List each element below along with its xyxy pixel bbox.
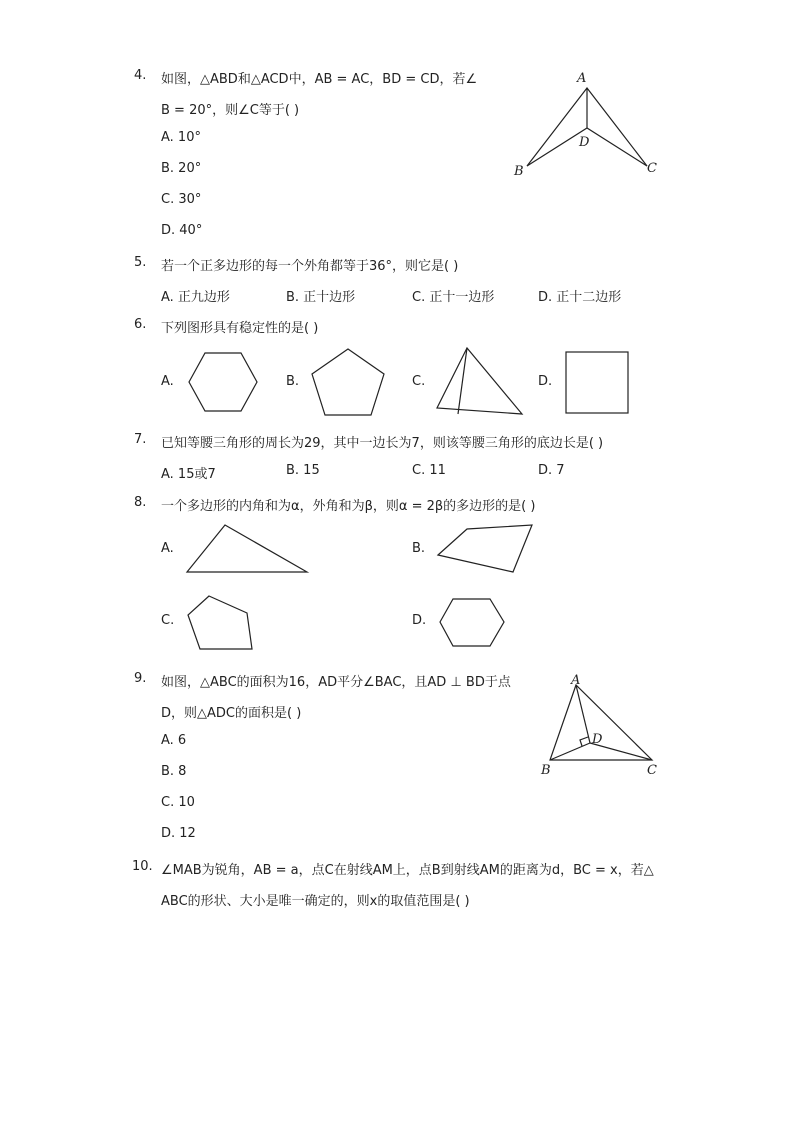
option-a[interactable]: A. 6 [161, 733, 187, 748]
question-stem: 一个多边形的内角和为α，外角和为β，则α = 2β的多边形的是( ) [161, 499, 536, 514]
triangle-figure [433, 346, 528, 418]
option-a[interactable]: A. [161, 541, 174, 556]
triangle-abc [550, 685, 652, 760]
question-stem: 下列图形具有稳定性的是( ) [161, 321, 319, 336]
triangle-figure [185, 522, 310, 577]
option-c[interactable]: C. 11 [412, 463, 446, 478]
option-a[interactable]: A. 10° [161, 130, 201, 145]
question-number: 5. [134, 255, 147, 270]
question-stem-line2: B = 20°，则∠C等于( ) [161, 103, 300, 118]
question-number: 9. [134, 671, 147, 686]
option-d[interactable]: D. 12 [161, 826, 196, 841]
option-a[interactable]: A. 正九边形 [161, 290, 230, 305]
hexagon-figure [438, 597, 508, 649]
square-figure [564, 350, 630, 416]
label-b: B [541, 763, 551, 778]
option-d[interactable]: D. 7 [538, 463, 565, 478]
option-b[interactable]: B. 正十边形 [286, 290, 356, 305]
question-number: 7. [134, 432, 147, 447]
option-b[interactable]: B. [286, 374, 300, 389]
option-c[interactable]: C. 30° [161, 192, 202, 207]
option-b[interactable]: B. 20° [161, 161, 202, 176]
option-c[interactable]: C. 10 [161, 795, 195, 810]
hexagon-figure [186, 350, 261, 415]
question-number: 10. [132, 859, 153, 874]
label-a: A [571, 673, 581, 688]
question-stem-line1: 如图，△ABC的面积为16，AD平分∠BAC，且AD ⊥ BD于点 [161, 675, 511, 690]
option-d[interactable]: D. [538, 374, 553, 389]
pentagon-figure [185, 593, 257, 653]
segment-bd [550, 743, 590, 760]
pentagon-figure [309, 347, 389, 419]
question-number: 4. [134, 68, 147, 83]
option-b[interactable]: B. 8 [161, 764, 187, 779]
figure-triangles-abd-acd [505, 62, 675, 187]
label-b: B [514, 164, 524, 179]
label-d: D [592, 732, 603, 747]
option-c[interactable]: C. 正十一边形 [412, 290, 495, 305]
option-b[interactable]: B. [412, 541, 426, 556]
question-number: 6. [134, 317, 147, 332]
option-d[interactable]: D. 40° [161, 223, 203, 238]
option-d[interactable]: D. 正十二边形 [538, 290, 622, 305]
question-stem-line2: ABC的形状、大小是唯一确定的，则x的取值范围是( ) [161, 894, 470, 909]
option-a[interactable]: A. [161, 374, 174, 389]
figure-triangle-abc [535, 668, 665, 783]
segment-ad [576, 685, 590, 743]
question-stem: 已知等腰三角形的周长为29，其中一边长为7，则该等腰三角形的底边长是( ) [161, 436, 604, 451]
label-d: D [579, 135, 590, 150]
question-stem-line1: 如图，△ABD和△ACD中，AB = AC，BD = CD，若∠ [161, 72, 478, 87]
label-c: C [647, 763, 657, 778]
label-a: A [577, 71, 587, 86]
option-c[interactable]: C. [412, 374, 426, 389]
question-stem-line1: ∠MAB为锐角，AB = a，点C在射线AM上，点B到射线AM的距离为d，BC = x，若△ [161, 863, 654, 878]
option-d[interactable]: D. [412, 613, 427, 628]
option-c[interactable]: C. [161, 613, 175, 628]
option-a[interactable]: A. 15或7 [161, 467, 216, 482]
option-b[interactable]: B. 15 [286, 463, 320, 478]
question-number: 8. [134, 495, 147, 510]
question-stem: 若一个正多边形的每一个外角都等于36°，则它是( ) [161, 259, 459, 274]
question-stem-line2: D，则△ADC的面积是( ) [161, 706, 302, 721]
quadrilateral-figure [436, 522, 536, 577]
label-c: C [647, 161, 657, 176]
